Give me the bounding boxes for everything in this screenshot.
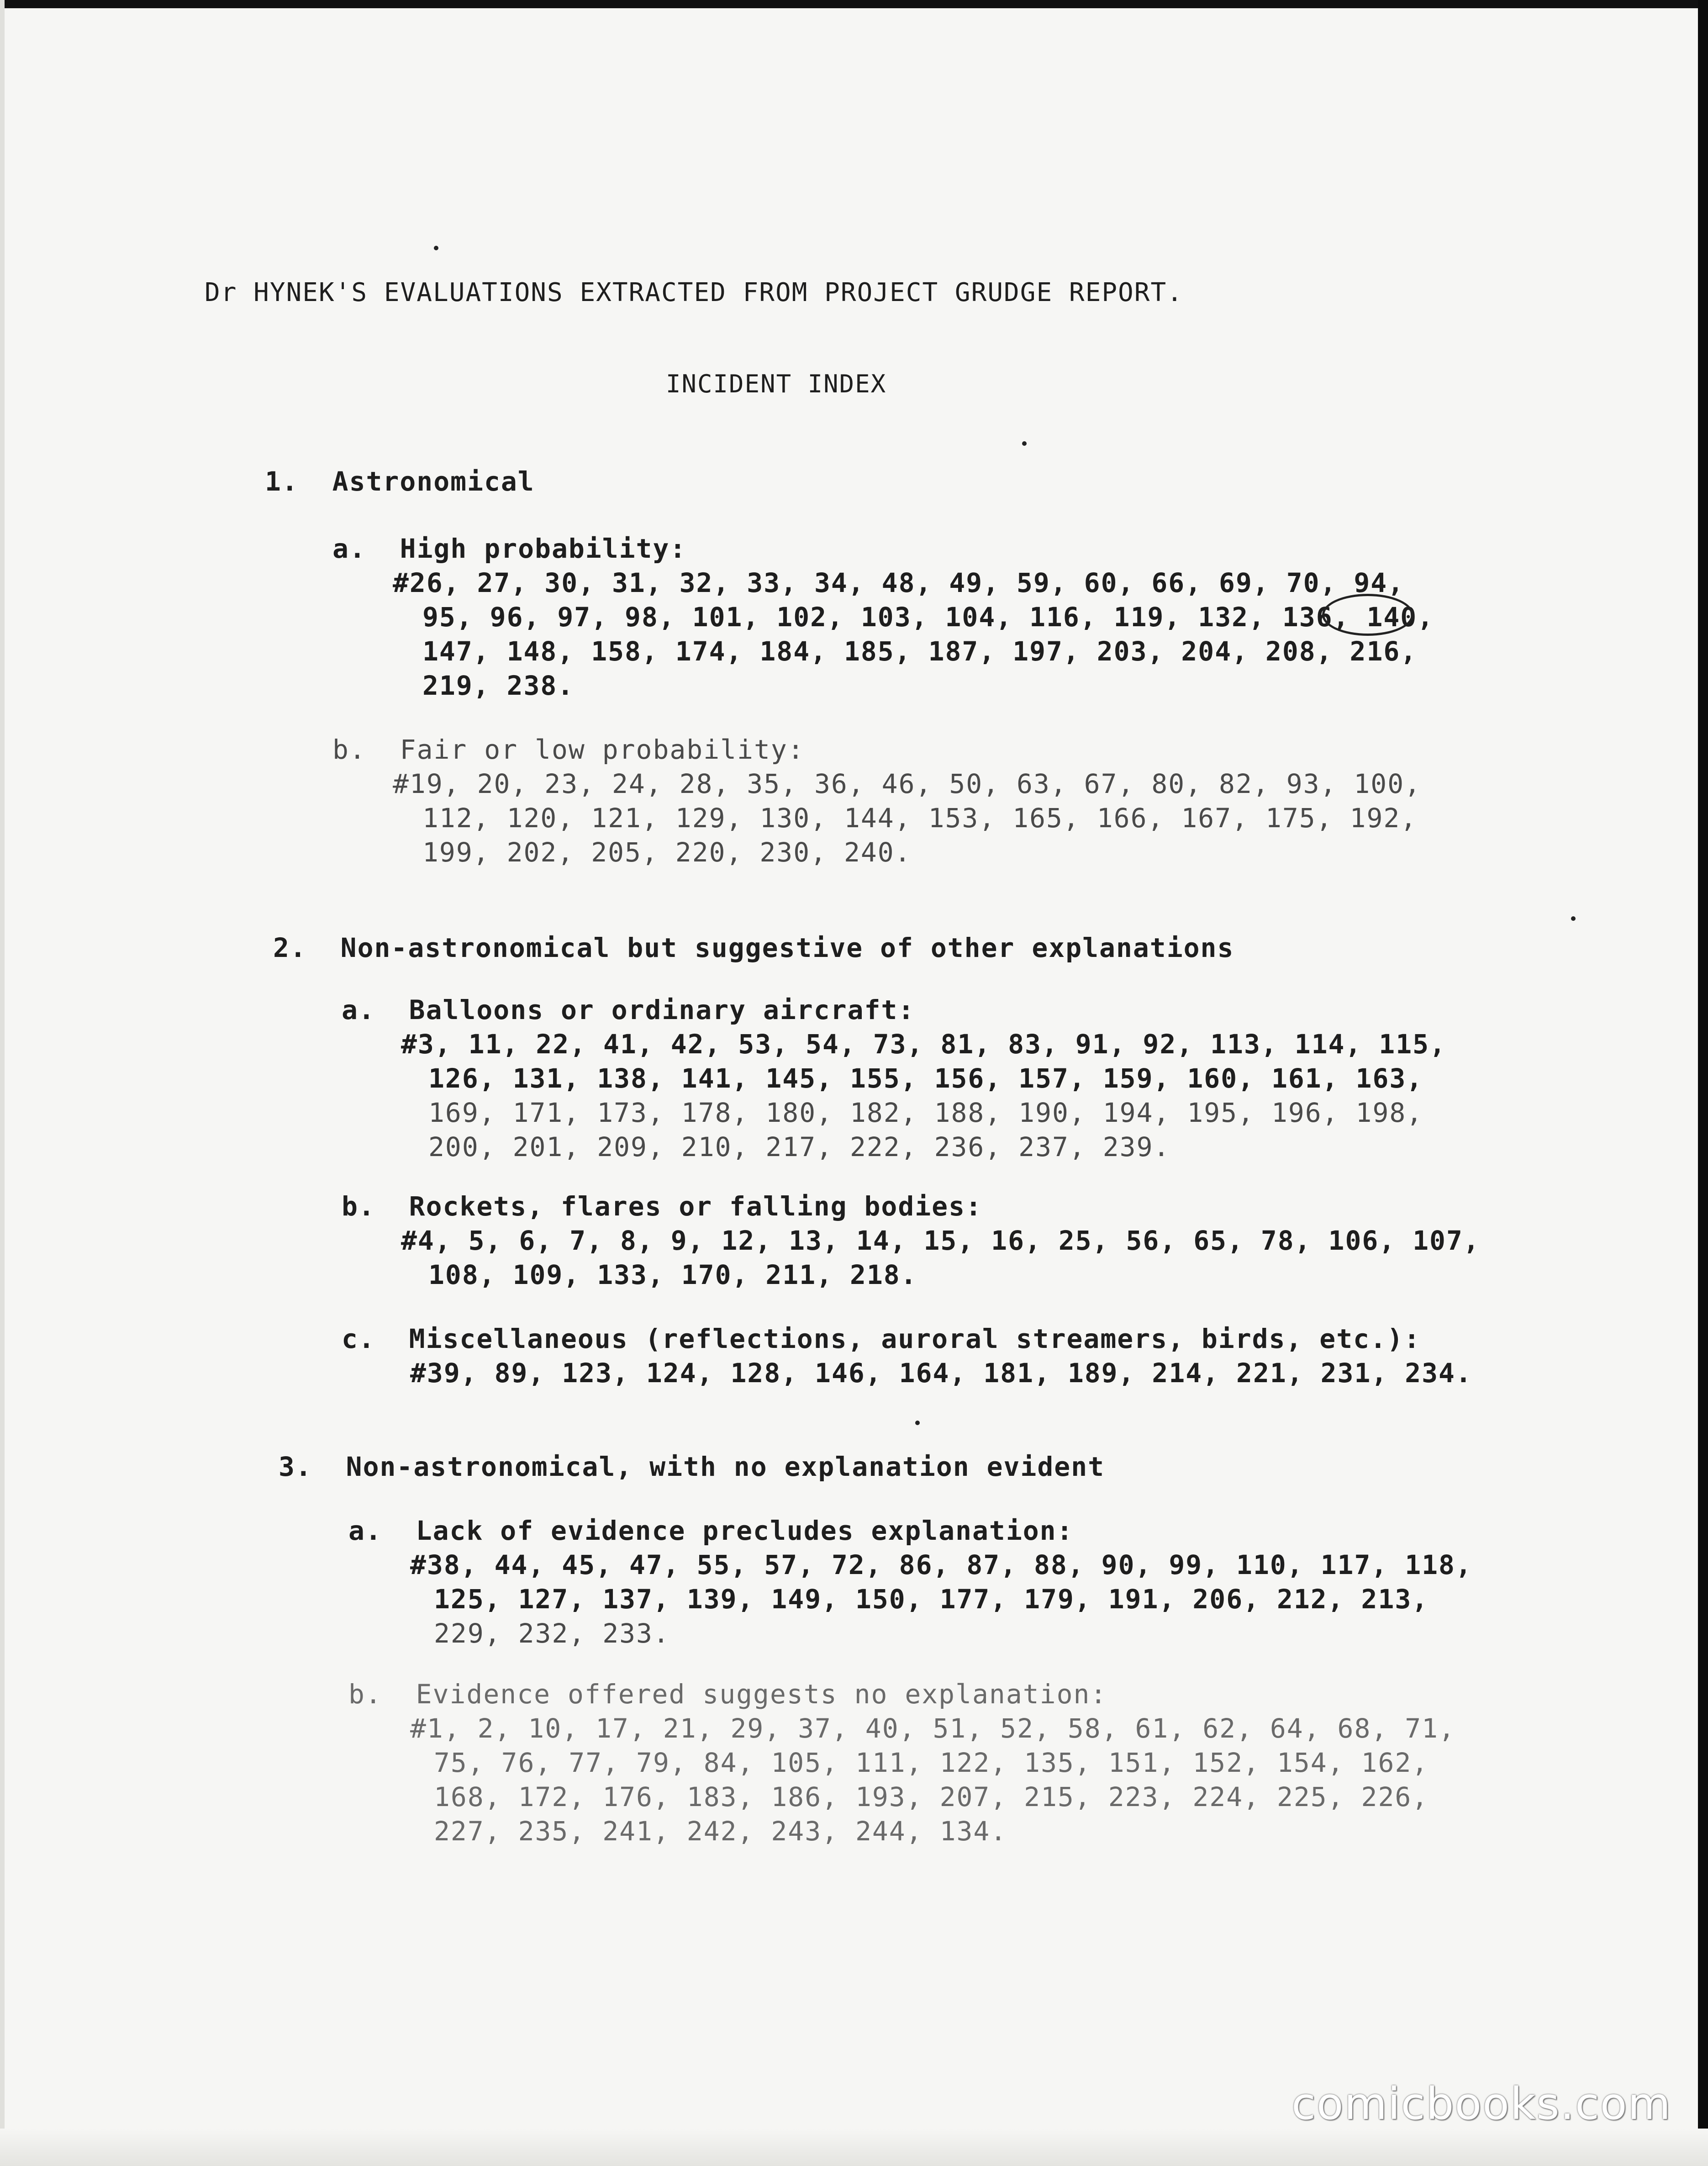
document-subtitle: INCIDENT INDEX xyxy=(666,370,887,398)
item-label: a. Lack of evidence precludes explanation: xyxy=(348,1515,1074,1546)
scan-speck xyxy=(915,1421,920,1425)
section-heading: 2. Non-astronomical but suggestive of other explanations xyxy=(273,932,1234,963)
document-title: Dr HYNEK'S EVALUATIONS EXTRACTED FROM PROJECT GRUDGE REPORT. xyxy=(205,278,1183,307)
item-line: 229, 232, 233. xyxy=(434,1618,670,1649)
scan-bottom-shade xyxy=(0,2129,1708,2166)
item-line: 200, 201, 209, 210, 217, 222, 236, 237, 239. xyxy=(428,1131,1170,1162)
item-label: b. Rockets, flares or falling bodies: xyxy=(342,1191,982,1222)
item-line: 95, 96, 97, 98, 101, 102, 103, 104, 116, 119, 132, 136, 140, xyxy=(422,602,1434,633)
section-heading: 1. Astronomical xyxy=(265,466,535,497)
item-line: #3, 11, 22, 41, 42, 53, 54, 73, 81, 83, 91, 92, 113, 114, 115, xyxy=(401,1029,1446,1060)
item-label: a. Balloons or ordinary aircraft: xyxy=(342,994,915,1025)
item-line: #1, 2, 10, 17, 21, 29, 37, 40, 51, 52, 58, 61, 62, 64, 68, 71, xyxy=(410,1713,1455,1744)
item-line: 219, 238. xyxy=(422,670,575,701)
scan-speck xyxy=(434,246,438,250)
item-label: c. Miscellaneous (reflections, auroral streamers, birds, etc.): xyxy=(342,1323,1421,1354)
scan-right-border xyxy=(1698,0,1708,2166)
item-line: 126, 131, 138, 141, 145, 155, 156, 157, 159, 160, 161, 163, xyxy=(428,1063,1423,1094)
item-line: 112, 120, 121, 129, 130, 144, 153, 165, 166, 167, 175, 192, xyxy=(422,803,1418,834)
handwritten-circle-140 xyxy=(1322,594,1413,636)
scan-speck xyxy=(1022,441,1027,446)
item-line: 169, 171, 173, 178, 180, 182, 188, 190, 194, 195, 196, 198, xyxy=(428,1097,1423,1128)
item-line: #38, 44, 45, 47, 55, 57, 72, 86, 87, 88, 90, 99, 110, 117, 118, xyxy=(410,1549,1472,1580)
scan-left-edge xyxy=(0,0,5,2166)
item-label: a. High probability: xyxy=(332,533,687,564)
item-label: b. Fair or low probability: xyxy=(332,734,805,765)
item-line: #39, 89, 123, 124, 128, 146, 164, 181, 189, 214, 221, 231, 234. xyxy=(410,1358,1472,1389)
item-line: 147, 148, 158, 174, 184, 185, 187, 197, 203, 204, 208, 216, xyxy=(422,636,1418,667)
item-label: b. Evidence offered suggests no explanation: xyxy=(348,1679,1107,1710)
item-line: #4, 5, 6, 7, 8, 9, 12, 13, 14, 15, 16, 25, 56, 65, 78, 106, 107, xyxy=(401,1225,1480,1256)
scan-speck xyxy=(1571,916,1576,921)
section-heading: 3. Non-astronomical, with no explanation evident xyxy=(279,1451,1105,1482)
scan-top-border xyxy=(0,0,1708,8)
item-line: #26, 27, 30, 31, 32, 33, 34, 48, 49, 59, 60, 66, 69, 70, 94, xyxy=(393,567,1405,598)
item-line: 168, 172, 176, 183, 186, 193, 207, 215, 223, 224, 225, 226, xyxy=(434,1781,1429,1812)
item-line: 125, 127, 137, 139, 149, 150, 177, 179, 191, 206, 212, 213, xyxy=(434,1584,1429,1615)
item-line: 199, 202, 205, 220, 230, 240. xyxy=(422,837,912,868)
watermark: comicbooks.com xyxy=(1291,2078,1671,2129)
item-line: #19, 20, 23, 24, 28, 35, 36, 46, 50, 63, 67, 80, 82, 93, 100, xyxy=(393,768,1422,799)
item-line: 108, 109, 133, 170, 211, 218. xyxy=(428,1259,917,1290)
item-line: 75, 76, 77, 79, 84, 105, 111, 122, 135, 151, 152, 154, 162, xyxy=(434,1747,1429,1778)
item-line: 227, 235, 241, 242, 243, 244, 134. xyxy=(434,1816,1007,1847)
